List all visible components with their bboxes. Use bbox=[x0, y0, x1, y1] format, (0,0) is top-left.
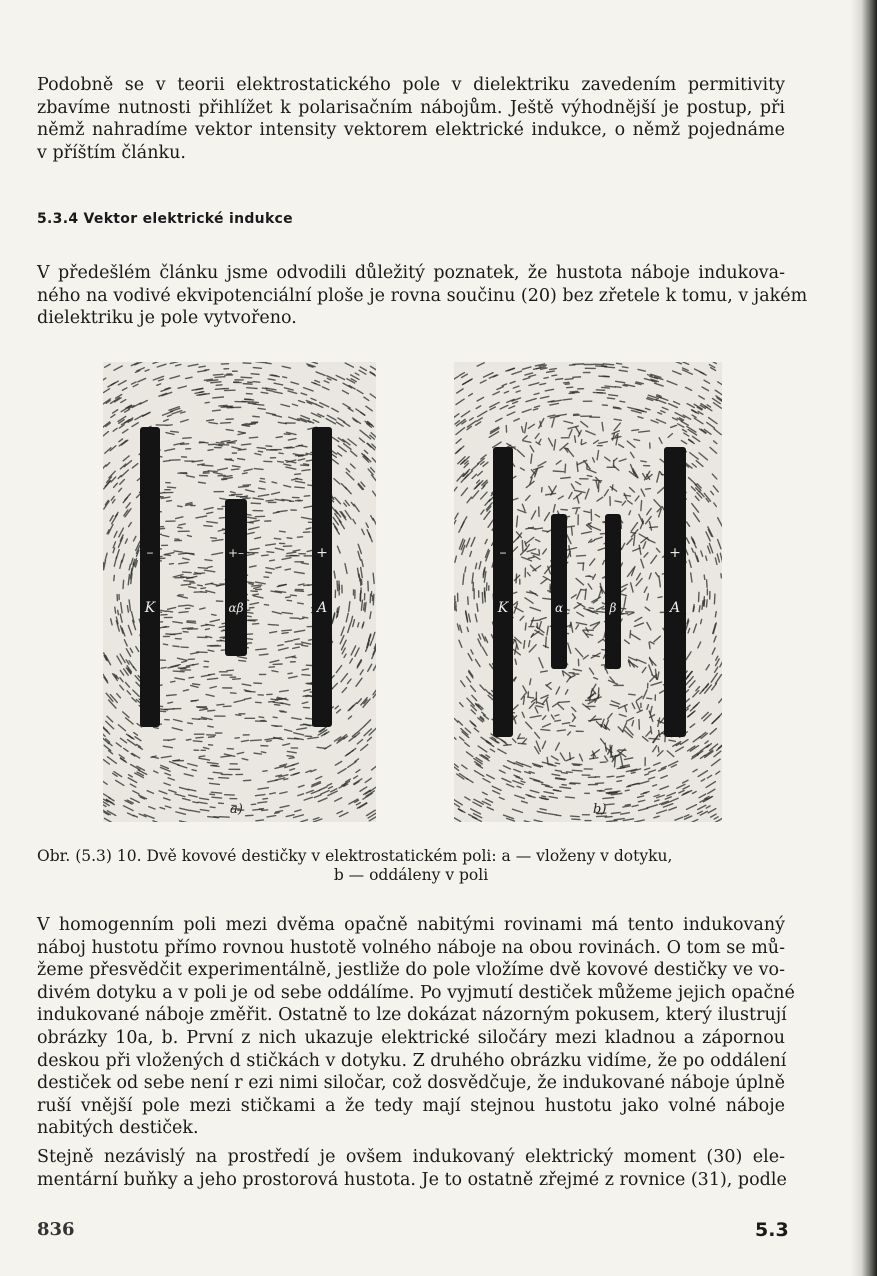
para1-line: Podobně se v teorii elektrostatického pole v dielektriku zavedením permitivity bbox=[37, 75, 785, 95]
para3-line: nabitých destiček. bbox=[37, 1118, 199, 1139]
page-number: 836 bbox=[37, 1219, 75, 1240]
plate-a bbox=[664, 447, 686, 737]
plate-k bbox=[493, 447, 513, 737]
paragraph-experiment bbox=[37, 914, 795, 1140]
figure-b bbox=[454, 362, 722, 822]
plate-a-label: A bbox=[316, 600, 328, 616]
plate-alpha-beta bbox=[225, 499, 247, 656]
para3-line: obrázky 10a, b. První z nich ukazuje elektrické siločáry mezi kladnou a zápornou bbox=[37, 1027, 785, 1048]
plate-alpha bbox=[551, 514, 567, 669]
para2-line: V předešlém článku jsme odvodili důležitý poznatek, že hustota náboje indukova- bbox=[37, 263, 785, 283]
figure-a-label: a) bbox=[230, 802, 243, 817]
paragraph-section-start bbox=[37, 262, 808, 330]
plate-k bbox=[140, 427, 160, 727]
plate-alpha-label: α bbox=[554, 601, 564, 615]
para4-line: mentární buňky a jeho prostorová hustota. Je to ostatně zřejmé z rovnice (31), podle bbox=[37, 1169, 787, 1190]
plate-beta-label: β bbox=[609, 601, 617, 615]
plate-a-label: A bbox=[669, 600, 681, 616]
section-heading: 5.3.4 Vektor elektrické indukce bbox=[37, 211, 293, 227]
plate-k-sign: – bbox=[499, 545, 507, 561]
caption-line-1: Obr. (5.3) 10. Dvě kovové destičky v elektrostatickém poli: a — vloženy v dotyku, bbox=[37, 847, 673, 865]
field-lines-plot-b bbox=[454, 362, 722, 822]
para3-line: V homogenním poli mezi dvěma opačně nabitými rovinami má tento indukovaný bbox=[37, 915, 785, 935]
para3-line: divém dotyku a v poli je od sebe oddálíme. Po vyjmutí destiček můžeme jejich opačné bbox=[37, 982, 795, 1003]
plate-k-label: K bbox=[144, 600, 156, 616]
plate-mid-signs: +– bbox=[227, 546, 245, 560]
field-lines-plot-a bbox=[103, 362, 376, 822]
plate-a-sign: + bbox=[316, 545, 328, 561]
section-number: 5.3 bbox=[755, 1219, 789, 1241]
para2-line: ného na vodivé ekvipotenciální ploše je rovna součinu (20) bez zřetele k tomu, v jakém bbox=[37, 285, 808, 306]
para3-line: destiček od sebe není r ezi nimi siločar, což dosvědčuje, že indukované náboje úplně bbox=[37, 1073, 785, 1094]
para3-line: deskou při vložených d stičkách v dotyku. Z druhého obrázku vidíme, že po oddálení bbox=[37, 1050, 787, 1071]
page-edge-shadow bbox=[851, 0, 877, 1276]
plate-a-sign: + bbox=[669, 545, 681, 561]
para1-line: němž nahradíme vektor intensity vektorem elektrické indukce, o němž pojednáme bbox=[37, 120, 785, 141]
figure-a bbox=[103, 362, 376, 822]
paragraph-intro bbox=[37, 74, 785, 164]
plate-k-label: K bbox=[497, 600, 509, 616]
para4-line: Stejně nezávislý na prostředí je ovšem indukovaný elektrický moment (30) ele- bbox=[37, 1147, 785, 1167]
paragraph-moment bbox=[37, 1146, 785, 1191]
figure-caption bbox=[37, 847, 785, 885]
plate-a bbox=[312, 427, 332, 727]
para2-line: dielektriku je pole vytvořeno. bbox=[37, 308, 297, 329]
plate-k-sign: – bbox=[146, 545, 154, 561]
para3-line: ruší vnější pole mezi stičkami a že tedy mají stejnou hustotu jako volné náboje bbox=[37, 1095, 785, 1116]
para3-line: náboj hustotu přímo rovnou hustotě volného náboje na obou rovinách. O tom se mů- bbox=[37, 937, 785, 958]
para3-line: indukované náboje změřit. Ostatně to lze dokázat názorným pokusem, který ilustrují bbox=[37, 1005, 787, 1026]
plate-alpha-beta-label: αβ bbox=[228, 601, 244, 615]
para1-line: zbavíme nutnosti přihlížet k polarisačním nábojům. Ještě výhodnější je postup, při bbox=[37, 97, 785, 118]
para1-line: v příštím článku. bbox=[37, 142, 186, 163]
para3-line: žeme přesvědčit experimentálně, jestliže do pole vložíme dvě kovové destičky ve vo- bbox=[37, 960, 785, 981]
plate-beta bbox=[605, 514, 621, 669]
figure-b-label: b) bbox=[593, 802, 607, 817]
caption-line-2: b — oddáleny v poli bbox=[333, 866, 489, 884]
